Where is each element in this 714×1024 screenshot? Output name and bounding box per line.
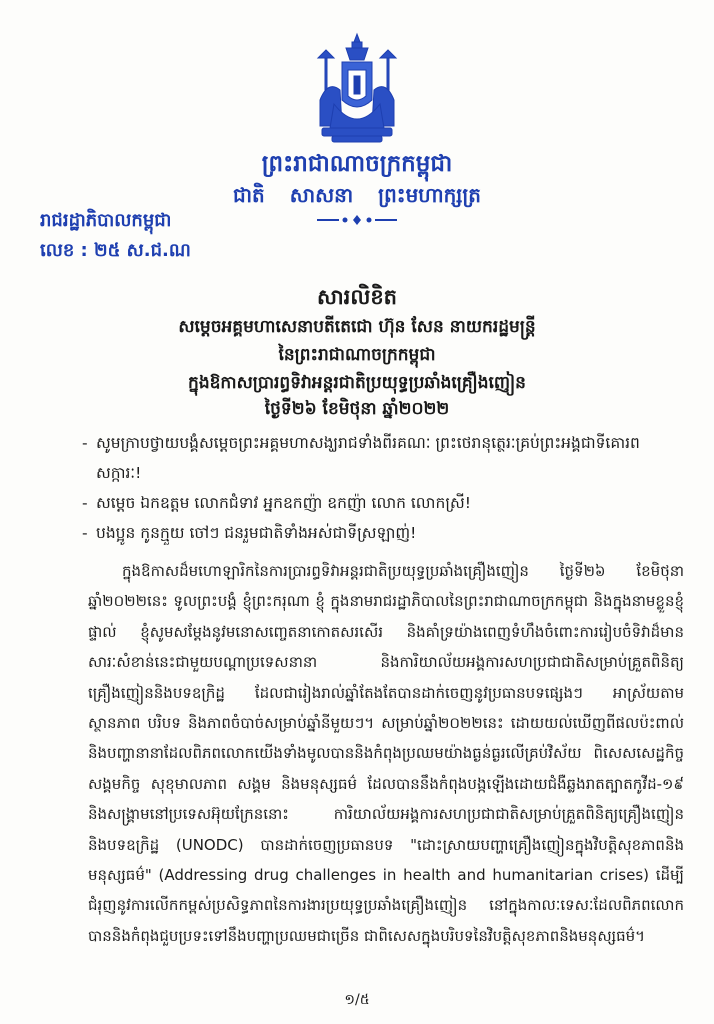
title-line-kingdom: នៃព្រះរាជាណាចក្រកម្ពុជា	[278, 345, 436, 365]
title-line-author: សម្តេចអគ្គមហាសេនាបតីតេជោ ហ៊ុន សែន នាយករដ្ឋមន្ត្រី	[178, 317, 536, 337]
national-motto: ជាតិ សាសនា ព្រះមហាក្សត្រ	[233, 183, 481, 207]
government-office: រាជរដ្ឋាភិបាលកម្ពុជា	[40, 210, 172, 231]
salutation-item: - បងប្អូន កូនក្មួយ ចៅៗ ជនរួមជាតិទាំងអស់ជាទីស្រឡាញ់!	[82, 518, 682, 548]
reference-number: លេខ : ២៥ ស.ជ.ណ	[40, 240, 191, 261]
salutation-item: - សូមក្រាបថ្វាយបង្គំសម្តេចព្រះអគ្គមហាសង្ឃរាជទាំងពីរគណៈ ព្រះថេរានុត្ថេរៈគ្រប់ព្រះអង្គជាទីគោរពសក្ការៈ!	[82, 428, 682, 488]
royal-coat-of-arms-icon	[298, 30, 416, 148]
body-paragraph: ក្នុងឱកាសដ៏មហោឡារិកនៃការប្រារព្ធទិវាអន្តរជាតិប្រយុទ្ធប្រឆាំងគ្រឿងញៀន ថ្ងៃទី២៦ ខែមិថុនា ឆ្នាំ២០២២នេះ ទូលព្រះបង្គំ ខ្ញុំព្រះករុណា ខ្ញុំ ក្នុងនាមរាជរដ្ឋាភិបាលនៃព្រះរាជាណាចក្រកម្ពុជា និងក្នុងនាមខ្លួនខ្ញុំផ្ទាល់ ខ្ញុំសូមសម្តែងនូវមនោសញ្ចេតនាកោតសរសើរ និងគាំទ្រយ៉ាងពេញទំហឹងចំពោះការរៀបចំទិវាដ៏មានសារៈសំខាន់នេះជាមួយបណ្តាប្រទេសនានា និងការិយាល័យអង្គការសហប្រជាជាតិសម្រាប់គ្រួតពិនិត្យគ្រឿងញៀននិងបទឧក្រិដ្ឋ ដែលជារៀងរាល់ឆ្នាំតែងតែបានដាក់ចេញនូវប្រធានបទផ្សេងៗ អាស្រ័យតាមស្ថានភាព បរិបទ និងភាពចំបាច់សម្រាប់ឆ្នាំនីមួយៗ។ សម្រាប់ឆ្នាំ២០២២នេះ ដោយយល់ឃើញពីផលប៉ះពាល់និងបញ្ហានានាដែលពិភពលោកយើងទាំងមូលបាននិងកំពុងប្រឈមយ៉ាងធ្ងន់ធ្ងរលើគ្រប់វិស័យ ពិសេសសេដ្ឋកិច្ច សង្គមកិច្ច សុខុមាលភាព សង្គម និងមនុស្សធម៌ ដែលបាននឹងកំពុងបង្កឡើងដោយជំងឺឆ្លងរាតត្បាតកូវីដ-១៩ និងសង្គ្រាមនៅប្រទេសអ៊ុយក្រែននោះ ការិយាល័យអង្គការសហប្រជាជាតិសម្រាប់គ្រួតពិនិត្យគ្រឿងញៀននិងបទឧក្រិដ្ឋ (UNODC) បានដាក់ចេញប្រធានបទ "ដោះស្រាយបញ្ហាគ្រឿងញៀនក្នុងវិបត្តិសុខភាពនិងមនុស្សធម៌" (Addressing drug challenges in health and humanitarian crises) ដើម្បីជំរុញនូវការលើកកម្ពស់ប្រសិទ្ធភាពនៃការងារប្រយុទ្ធប្រឆាំងគ្រឿងញៀន នៅក្នុងកាលៈទេសៈដែលពិភពលោកបាននិងកំពុងជួបប្រទះទៅនឹងបញ្ហាប្រឈមជាច្រើន ជាពិសេសក្នុងបរិបទនៃវិបត្តិសុខភាពនិងមនុស្សធម៌។	[88, 562, 684, 945]
page-number: ១/៥	[344, 992, 370, 1008]
kingdom-title: ព្រះរាជាណាចក្រកម្ពុជា	[261, 151, 453, 177]
title-line-date: ថ្ងៃទី២៦ ខែមិថុនា ឆ្នាំ២០២២	[264, 399, 450, 419]
salutation-item: - សម្តេច ឯកឧត្តម លោកជំទាវ អ្នកឧកញ៉ា ឧកញ៉ា លោក លោកស្រី!	[82, 488, 682, 518]
title-line-occasion: ក្នុងឱកាសប្រារព្ធទិវាអន្តរជាតិប្រយុទ្ធប្រឆាំងគ្រឿងញៀន	[188, 373, 526, 393]
ornament-divider-icon	[313, 214, 401, 226]
salutation-list	[82, 428, 682, 548]
document-title: សារលិខិត	[317, 285, 397, 309]
